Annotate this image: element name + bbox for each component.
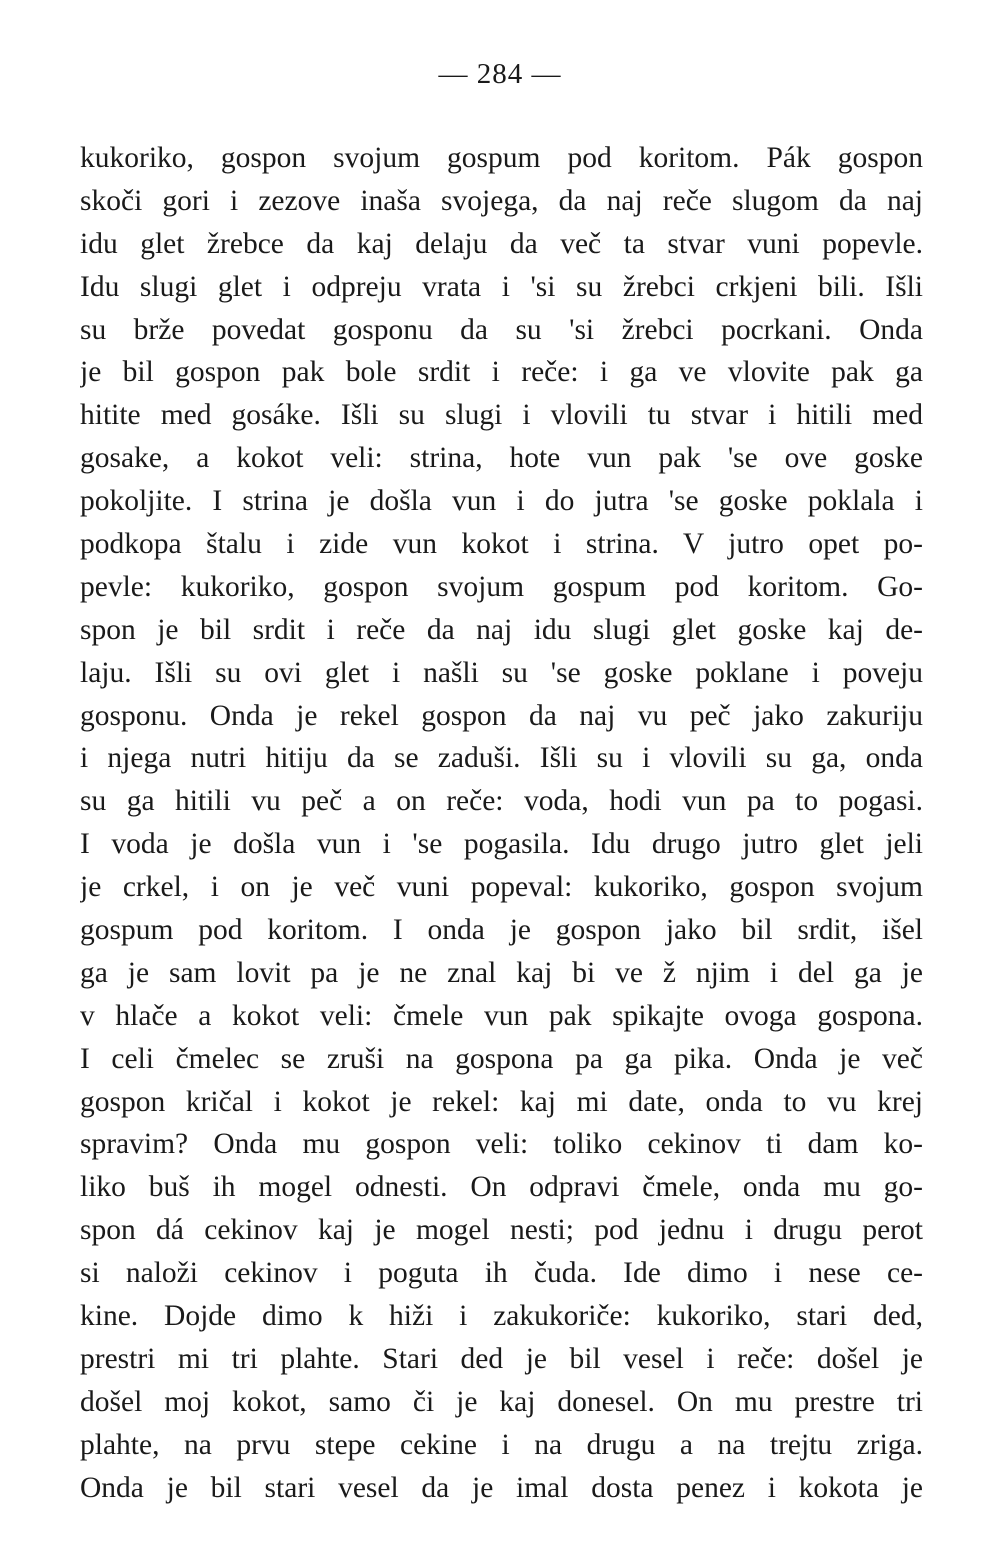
text-line: pokoljite. I strina je došla vun i do jutra 'se goske poklala i	[80, 485, 923, 518]
text-line: su brže povedat gosponu da su 'si žrebci pocrkani. Onda	[80, 313, 923, 346]
text-line: kine. Dojde dimo k hiži i zakukoriče: kukoriko, stari ded,	[80, 1300, 923, 1333]
text-line: gospum pod koritom. I onda je gospon jako bil srdit, išel	[80, 914, 923, 947]
text-line: je crkel, i on je več vuni popeval: kukoriko, gospon svojum	[80, 871, 923, 904]
text-line: si naloži cekinov i poguta ih čuda. Ide dimo i nese ce-	[80, 1257, 923, 1290]
text-line: plahte, na prvu stepe cekine i na drugu a na trejtu zriga.	[80, 1428, 923, 1461]
text-line: gosake, a kokot veli: strina, hote vun pak 'se ove goske	[80, 442, 923, 475]
text-line: skoči gori i zezove inaša svojega, da naj reče slugom da naj	[80, 184, 923, 217]
text-line: I voda je došla vun i 'se pogasila. Idu drugo jutro glet jeli	[80, 828, 923, 861]
text-line: su ga hitili vu peč a on reče: voda, hodi vun pa to pogasi.	[80, 785, 923, 818]
text-line: ga je sam lovit pa je ne znal kaj bi ve ž njim i del ga je	[80, 956, 923, 989]
text-line: hitite med gosáke. Išli su slugi i vlovili tu stvar i hitili med	[80, 399, 923, 432]
text-line: spon je bil srdit i reče da naj idu slugi glet goske kaj de-	[80, 613, 923, 646]
text-line: došel moj kokot, samo či je kaj donesel. On mu prestre tri	[80, 1385, 923, 1418]
text-line: liko buš ih mogel odnesti. On odpravi čmele, onda mu go-	[80, 1171, 923, 1204]
body-text	[80, 137, 923, 1510]
text-line: pevle: kukoriko, gospon svojum gospum pod koritom. Go-	[80, 570, 923, 603]
text-line: v hlače a kokot veli: čmele vun pak spikajte ovoga gospona.	[80, 999, 923, 1032]
text-line: kukoriko, gospon svojum gospum pod koritom. Pák gospon	[80, 142, 923, 174]
text-line: Idu slugi glet i odpreju vrata i 'si su žrebci crkjeni bili. Išli	[80, 270, 923, 303]
text-line: podkopa štalu i zide vun kokot i strina. V jutro opet po-	[80, 528, 923, 561]
text-line: spravim? Onda mu gospon veli: toliko cekinov ti dam ko-	[80, 1128, 923, 1161]
text-line: Onda je bil stari vesel da je imal dosta penez i kokota je	[80, 1471, 923, 1504]
text-line: i njega nutri hitiju da se zaduši. Išli su i vlovili su ga, onda	[80, 742, 923, 775]
text-line: gosponu. Onda je rekel gospon da naj vu peč jako zakuriju	[80, 699, 923, 732]
text-line: idu glet žrebce da kaj delaju da več ta stvar vuni popevle.	[80, 227, 923, 260]
text-line: laju. Išli su ovi glet i našli su 'se goske poklane i poveju	[80, 656, 923, 689]
text-line: spon dá cekinov kaj je mogel nesti; pod jednu i drugu perot	[80, 1214, 923, 1247]
page-number: — 284 —	[438, 58, 562, 90]
text-line: prestri mi tri plahte. Stari ded je bil vesel i reče: došel je	[80, 1342, 923, 1375]
text-line: gospon kričal i kokot je rekel: kaj mi date, onda to vu krej	[80, 1085, 923, 1118]
text-line: je bil gospon pak bole srdit i reče: i ga ve vlovite pak ga	[80, 356, 923, 389]
text-line: I celi čmelec se zruši na gospona pa ga pika. Onda je več	[80, 1042, 923, 1075]
